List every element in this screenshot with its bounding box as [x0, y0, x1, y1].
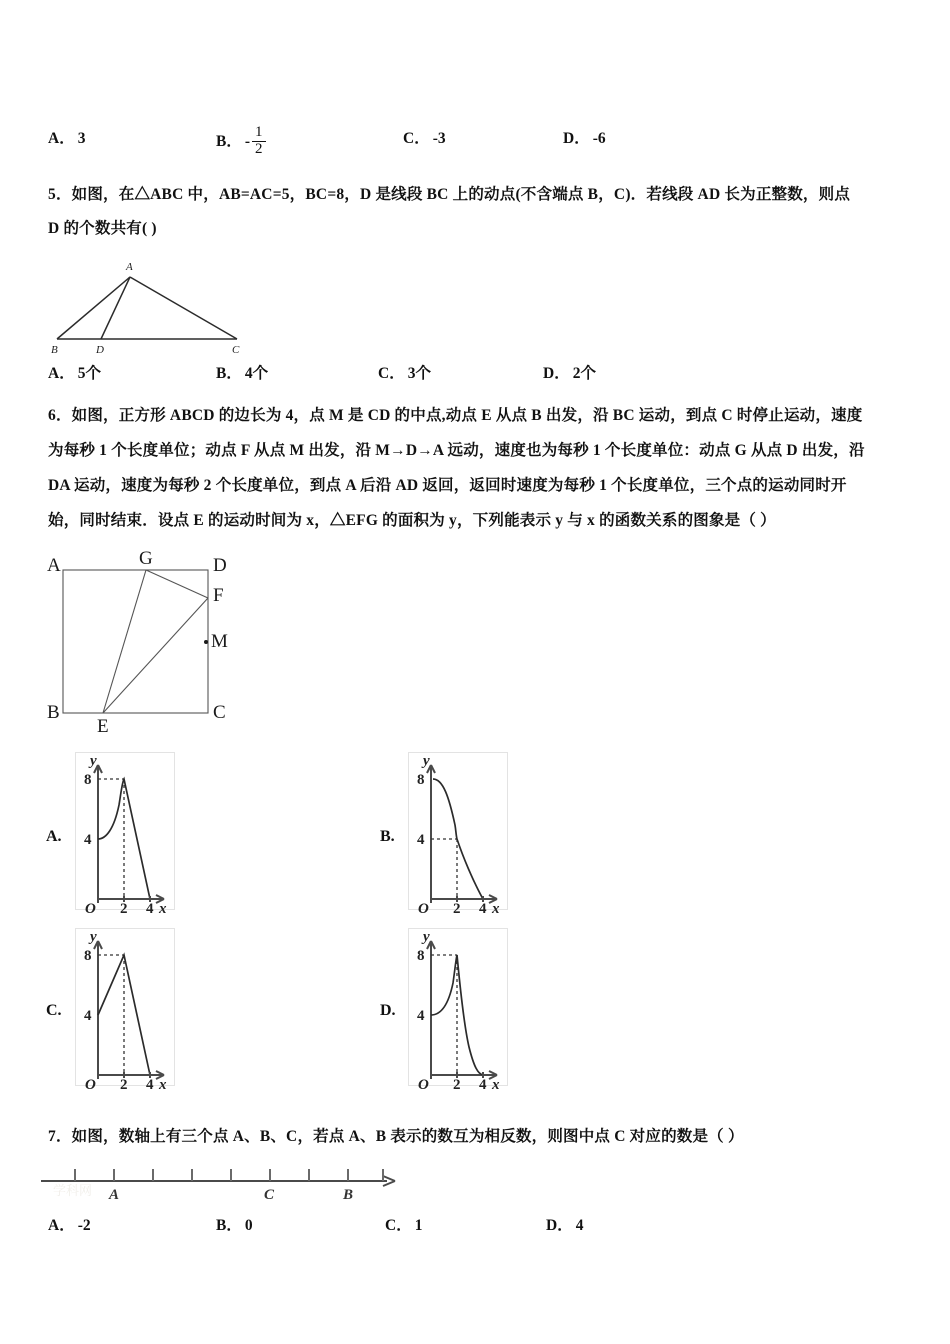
q7-option-b-value: 0	[244, 1217, 253, 1234]
fraction-numerator: 1	[255, 124, 263, 140]
graph-option-a-letter: A.	[46, 828, 62, 845]
q5-option-a-label: A．	[48, 365, 75, 382]
q7-option-b-label: B．	[216, 1217, 242, 1234]
graph-c-xtick-2: 2	[120, 1077, 128, 1093]
q4-option-a-label: A．	[48, 130, 75, 147]
q5-option-d[interactable]	[543, 361, 596, 383]
q5-option-b-label: B．	[216, 365, 242, 382]
graph-option-a[interactable]	[75, 752, 175, 917]
q5-option-d-label: D．	[543, 365, 570, 382]
q4-options-row	[48, 120, 908, 157]
q4-option-c-value: -3	[432, 130, 446, 147]
q7-option-c[interactable]	[385, 1213, 422, 1235]
q5-text-line-1: 5．如图，在△ABC 中，AB=AC=5，BC=8，D 是线段 BC 上的动点(不含端点 B，C)．若线段 AD 长为正整数，则点	[48, 186, 851, 203]
graph-d-ytick-8: 8	[417, 948, 425, 964]
graph-option-b[interactable]	[408, 752, 508, 917]
q7-option-a-label: A．	[48, 1217, 75, 1234]
q5-option-a-value: 5个	[77, 365, 101, 382]
graph-a-xtick-4: 4	[146, 901, 154, 917]
q5-option-c-label: C．	[378, 365, 405, 382]
q7-text-line-1: 7．如图，数轴上有三个点 A、B、C，若点 A、B 表示的数互为相反数，则图中点 C 对应的数是（ ）	[48, 1128, 744, 1145]
graph-c-xtick-4: 4	[146, 1077, 154, 1093]
triangle-vertex-label-b: B	[51, 344, 58, 356]
watermark-text: 学科网	[53, 1183, 93, 1198]
square-label-c: C	[213, 702, 226, 723]
number-line-point-c: C	[264, 1187, 275, 1203]
square-label-g: G	[139, 548, 153, 569]
q5-text-line-2: D 的个数共有( )	[48, 220, 157, 237]
triangle-vertex-label-d: D	[96, 344, 104, 356]
graph-option-c-letter: C.	[46, 1002, 62, 1019]
q7-options-row	[48, 1210, 908, 1236]
q7-option-d-label: D．	[546, 1217, 573, 1234]
graph-d-xtick-4: 4	[479, 1077, 487, 1093]
q5-option-d-value: 2个	[572, 365, 596, 382]
q5-triangle-figure	[45, 252, 270, 357]
graph-c-ytick-8: 8	[84, 948, 92, 964]
square-label-b: B	[47, 702, 60, 723]
q4-option-c[interactable]	[403, 126, 446, 148]
q6-text-line-4: 始，同时结束．设点 E 的运动时间为 x，△EFG 的面积为 y，下列能表示 y 与 x 的函数关系的图象是（ ）	[48, 512, 776, 529]
q7-option-d[interactable]	[546, 1213, 583, 1235]
q4-option-b-fraction	[252, 125, 266, 158]
q4-option-d-label: D．	[563, 130, 590, 147]
q7-option-a[interactable]	[48, 1213, 91, 1235]
q4-option-b-sign: -	[244, 132, 251, 150]
q7-option-c-label: C．	[385, 1217, 412, 1234]
graph-a-x-axis-label: x	[159, 901, 167, 917]
graph-a-ytick-4: 4	[84, 832, 92, 848]
square-label-f: F	[213, 585, 224, 606]
q6-text-line-3: DA 运动，速度为每秒 2 个长度单位，到点 A 后沿 AD 返回，返回时速度为每秒 1 个长度单位，三个点的运动同时开	[48, 477, 847, 494]
q7-option-c-value: 1	[414, 1217, 423, 1234]
q7-option-d-value: 4	[575, 1217, 584, 1234]
graph-b-ytick-8: 8	[417, 772, 425, 788]
fraction-denominator: 2	[252, 141, 266, 158]
graph-a-xtick-2: 2	[120, 901, 128, 917]
graph-c-x-axis-label: x	[159, 1077, 167, 1093]
q6-text-line-2: 为每秒 1 个长度单位；动点 F 从点 M 出发，沿 M→D→A 远动，速度也为每秒 1 个长度单位：动点 G 从点 D 出发，沿	[48, 442, 865, 459]
graph-option-d-letter: D.	[380, 1002, 396, 1019]
square-label-d: D	[213, 555, 227, 576]
q6-text-line-1: 6．如图，正方形 ABCD 的边长为 4，点 M 是 CD 的中点,动点 E 从点 B 出发，沿 BC 运动，到点 C 时停止运动，速度	[48, 407, 863, 424]
q7-number-line-figure	[35, 1155, 415, 1205]
q5-options-row	[48, 358, 908, 384]
graph-d-y-axis-label: y	[423, 929, 430, 945]
number-line-point-a: A	[109, 1187, 120, 1203]
q4-option-d[interactable]	[563, 126, 606, 148]
q4-option-a[interactable]	[48, 126, 85, 148]
graph-b-origin-label: O	[418, 901, 429, 917]
graph-c-y-axis-label: y	[90, 929, 97, 945]
q6-square-figure	[45, 550, 245, 735]
graph-option-c[interactable]	[75, 928, 175, 1093]
q5-option-c[interactable]	[378, 361, 431, 383]
graph-a-y-axis-label: y	[90, 753, 97, 769]
graph-option-d[interactable]	[408, 928, 508, 1093]
triangle-vertex-label-c: C	[232, 344, 240, 356]
square-label-a: A	[47, 555, 61, 576]
triangle-vertex-label-a: A	[126, 261, 133, 273]
q7-option-b[interactable]	[216, 1213, 253, 1235]
q5-option-b[interactable]	[216, 361, 268, 383]
q5-option-c-value: 3个	[407, 365, 431, 382]
graph-c-origin-label: O	[85, 1077, 96, 1093]
q4-option-b[interactable]	[216, 126, 266, 159]
graph-c-ytick-4: 4	[84, 1008, 92, 1024]
graph-b-ytick-4: 4	[417, 832, 425, 848]
square-label-e: E	[97, 716, 109, 737]
graph-d-xtick-2: 2	[453, 1077, 461, 1093]
graph-a-origin-label: O	[85, 901, 96, 917]
q4-option-d-value: -6	[592, 130, 606, 147]
q4-option-a-value: 3	[77, 130, 86, 147]
q4-option-b-label: B．	[216, 132, 242, 150]
graph-option-b-letter: B.	[380, 828, 395, 845]
q5-option-b-value: 4个	[244, 365, 269, 382]
q5-option-a[interactable]	[48, 361, 101, 383]
number-line-point-b: B	[343, 1187, 354, 1203]
q4-option-c-label: C．	[403, 130, 430, 147]
graph-b-y-axis-label: y	[423, 753, 430, 769]
q7-option-a-value: -2	[77, 1217, 91, 1234]
graph-b-xtick-2: 2	[453, 901, 461, 917]
graph-d-ytick-4: 4	[417, 1008, 425, 1024]
graph-d-x-axis-label: x	[492, 1077, 500, 1093]
graph-b-x-axis-label: x	[492, 901, 500, 917]
square-label-m: M	[211, 631, 228, 652]
graph-b-xtick-4: 4	[479, 901, 487, 917]
graph-d-origin-label: O	[418, 1077, 429, 1093]
graph-a-ytick-8: 8	[84, 772, 92, 788]
